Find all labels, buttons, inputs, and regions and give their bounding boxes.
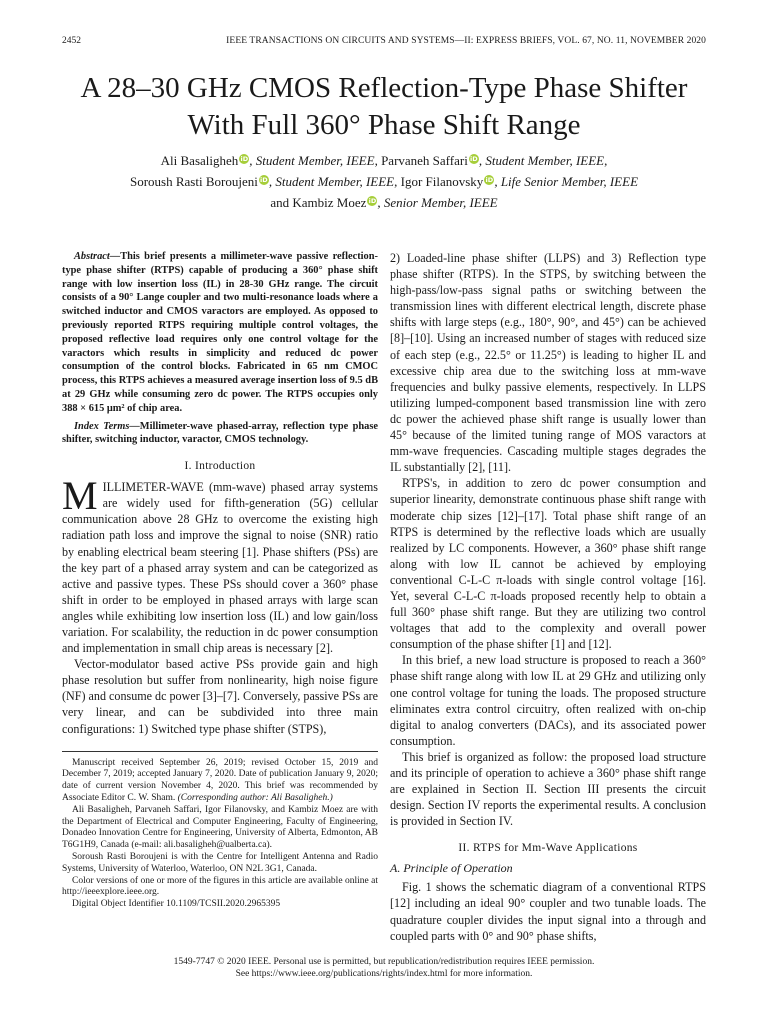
abstract-label: Abstract— <box>74 251 121 262</box>
author-role: , Student Member, IEEE <box>268 174 395 189</box>
paragraph-text: ILLIMETER-WAVE (mm-wave) phased array systems are widely used for fifth-generation (5G) cellular communication above 28 GHz to overcome the existing high radiation path loss and improve the signal to noise (SNR) ratio by enabling electrical beam steering [1]. Phase shifters (PSs) are the key part of a phased array system and can be categorized as active and passive types. These PSs should cover a 360° phase shift in order to be employed in phased arrays with large scan angles while exhibiting low insertion loss (IL) and low gain/loss variation. For scalability, the reduction in dc power consumption and implementation in small chip areas is necessary [2]. <box>62 480 378 656</box>
copyright-line: See https://www.ieee.org/publications/rights/index.html for more information. <box>235 969 533 979</box>
author-role: , Student Member, IEEE <box>249 153 375 168</box>
orcid-icon[interactable]: iD <box>260 176 268 184</box>
body-paragraph: RTPS's, in addition to zero dc power consumption and superior linearity, demonstrate continuous phase shift range with moderate chip sizes [12]–[17]. Total phase shift range of an RTPS is determined by the reflective loads which are usually realized by LC components. However, a 360° phase shift range along with low IL cannot be achieved by employing conventional C-L-C π-loads with single control voltage [16]. Yet, several C-L-C π-loads proposed recently help to obtain a full 360° phase shift range. But they are utilizing two control voltages that add to the complexity and overall power consumption of the phase shifter [1] and [12]. <box>390 476 706 652</box>
running-head: IEEE TRANSACTIONS ON CIRCUITS AND SYSTEMS—II: EXPRESS BRIEFS, VOL. 67, NO. 11, NOVEMBER 2020 <box>226 36 706 46</box>
doi: Digital Object Identifier 10.1109/TCSII.2020.2965395 <box>72 899 281 910</box>
index-terms-label: Index Terms— <box>74 420 140 432</box>
subsection-heading: A. Principle of Operation <box>390 861 513 876</box>
footnote: Color versions of one or more of the figures in this article are available online at http://ieeexplore.ieee.org. <box>62 875 378 898</box>
copyright-line: 1549-7747 © 2020 IEEE. Personal use is permitted, but republication/redistribution requires IEEE permission. <box>173 957 595 967</box>
author-list <box>40 150 728 213</box>
author-role: , Life Senior Member, IEEE <box>494 174 639 189</box>
body-paragraph: Fig. 1 shows the schematic diagram of a conventional RTPS [12] including an ideal 90° coupler and two tunable loads. The quadrature coupler divides the input signal into a through and coupled parts with 0° and 90° phase shifts, <box>390 880 706 943</box>
index-terms-text: Millimeter-wave phased-array, reflection type phase shifter, switching inductor, varactor, CMOS technology. <box>62 420 378 446</box>
author-role: , Senior Member, IEEE <box>377 195 498 210</box>
footnote-text: Manuscript received September 26, 2019; revised October 15, 2019 and December 7, 2019; accepted January 7, 2020. Date of publication January 9, 2020; date of current version November 4, 2020. This brief was recommended by Associate Editor C. W. Sham. <box>62 757 378 804</box>
footnote: Soroush Rasti Boroujeni is with the Centre for Intelligent Antenna and Radio Systems, University of Waterloo, Waterloo, ON N2L 3G1, Canada. <box>62 852 378 874</box>
section-heading: I. Introduction <box>184 460 256 473</box>
footnote: Ali Basaligheh, Parvaneh Saffari, Igor Filanovsky, and Kambiz Moez are with the Department of Electrical and Computer Engineering, Faculty of Engineering, Donadeo Innovation Centre for Engineering, University of Alberta, Edmonton, AB T6G1H9, Canada (e-mail: ali.basaligheh@ualberta.ca). <box>62 804 378 851</box>
author-name: Soroush Rasti Boroujeni <box>129 174 258 189</box>
author-name: Ali Basaligheh <box>160 153 239 168</box>
index-terms <box>62 420 378 448</box>
abstract <box>62 250 378 416</box>
body-paragraph: Vector-modulator based active PSs provide gain and high phase resolution but suffer from nonlinearity, high noise figure (NF) and consume dc power [3]–[7]. Conversely, passive PSs are very linear, and can be subdivided into three main configurations: 1) Switched type phase shifter (STPS), <box>62 657 378 736</box>
orcid-icon[interactable]: iD <box>240 155 249 163</box>
drop-cap: M <box>62 473 98 519</box>
page-number: 2452 <box>62 36 81 46</box>
orcid-icon[interactable]: iD <box>485 176 494 184</box>
body-paragraph: In this brief, a new load structure is proposed to reach a 360° phase shift range along with low IL at 29 GHz and utilizing only one control voltage for tuning the loads. The proposed structure eliminates extra control circuitry, often realized with on-chip digital to analog converters (DACs), and its associated power consumption. <box>390 653 706 748</box>
orcid-icon[interactable]: iD <box>368 197 377 205</box>
footnote <box>62 758 378 805</box>
abstract-text: This brief presents a millimeter-wave passive reflection-type phase shifter (RTPS) capable of producing a 360° phase shift range with low insertion loss (IL) in 28-30 GHz range. The circuit consists of a 90° Lange coupler and two multi-resonance loads where a switched inductor and CMOS varactors are employed. As opposed to previously reported RTPS requiring multiple control voltages, the proposed reflective load requires only one control voltage for the varactors which results in simplicity and reduced dc power consumption of the control blocks. Fabricated in 65 nm CMOC process, this RTPS achieves a measured average insertion loss of 9.5 dB at 29 GHz while consuming zero dc power. The RTPS occupies only 388 × 615 μm² of chip area. <box>62 251 378 414</box>
corresponding-author: (Corresponding author: Ali Basaligheh.) <box>177 793 333 804</box>
section-heading: II. RTPS for Mm-Wave Applications <box>458 842 638 855</box>
body-paragraph: This brief is organized as follow: the proposed load structure and its principle of operation to achieve a 360° phase shift range are explained in Section II. Section III presents the circuit design. Section IV reports the experimental results. A conclusion is provided in Section IV. <box>390 749 706 829</box>
author-name: , Parvaneh Saffari <box>374 153 468 168</box>
orcid-icon[interactable]: iD <box>470 155 478 163</box>
title-line-1: A 28–30 GHz CMOS Reflection-Type Phase Shifter <box>80 72 688 104</box>
author-separator: , <box>604 153 608 168</box>
title-line-2: With Full 360° Phase Shift Range <box>187 109 581 141</box>
footnote-divider <box>62 751 378 752</box>
left-column <box>62 250 378 911</box>
right-column <box>390 250 706 944</box>
author-name: and Kambiz Moez <box>270 195 367 210</box>
body-paragraph: 2) Loaded-line phase shifter (LLPS) and 3) Reflection type phase shifter (RTPS). In the STPS, by switching between the high-pass/low-pass signal paths or switching between the transmission lines with different electrical length, discrete phase shifts with large steps (e.g., 180°, 90°, and 45°) can be achieved [8]–[10]. Using an increased number of stages with reduced size of each step (e.g., 22.5° or 11.25°) is leading to higher IL and excessive chip area due to the switching loss at mm-wave frequencies and bulky passive elements, respectively. In LLPS utilizing lumped-component based transmission line with zero dc power the achieved phase shift range is usually lower than 45° because of the limited tuning range of MOS varactors at mm-wave frequencies. Cascading multiple stages degrades the IL substantially [2], [11]. <box>390 251 706 475</box>
body-paragraph <box>62 473 378 656</box>
paper-title <box>40 70 728 144</box>
author-name: , Igor Filanovsky <box>394 174 484 189</box>
author-role: , Student Member, IEEE <box>478 153 605 168</box>
copyright-notice <box>40 956 728 980</box>
